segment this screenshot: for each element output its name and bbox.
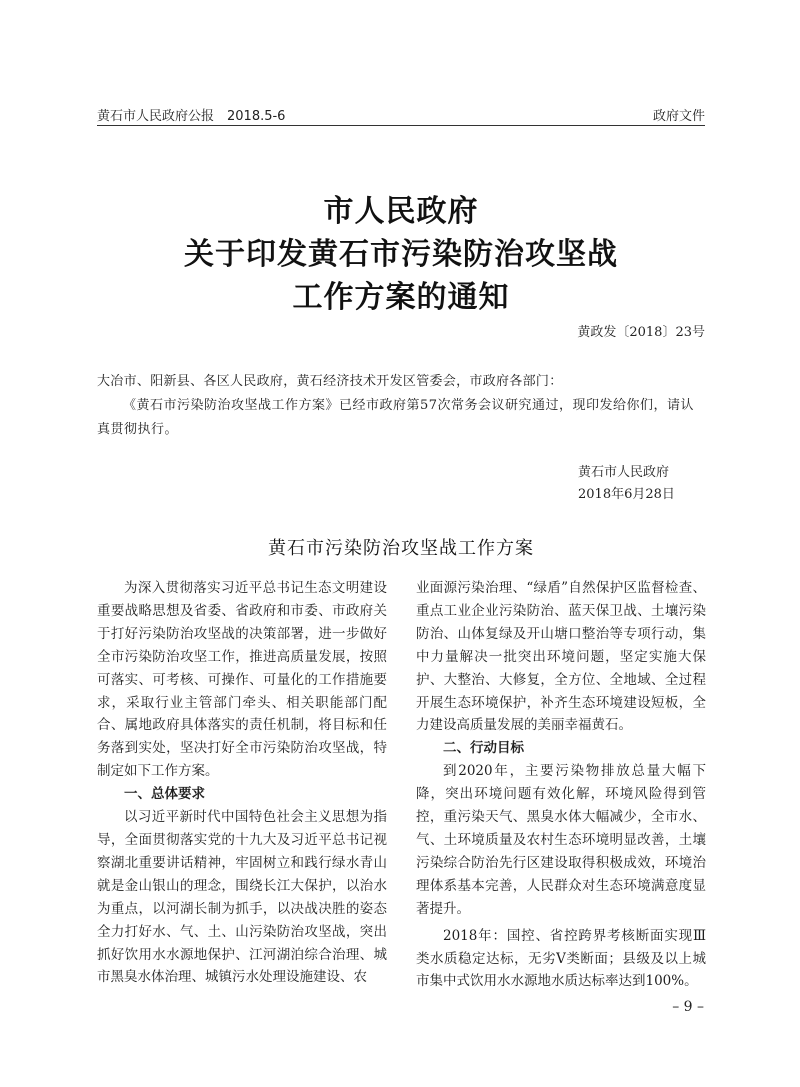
title-line-3: 工作方案的通知 (292, 280, 510, 315)
continuation-paragraph: 业面源污染治理、“绿盾”自然保护区监督检查、重点工业企业污染防治、蓝天保卫战、土壤污染防治、山体复绿及开山塘口整治等专项行动，集中力量解决一批突出环境问题，坚定实施大保护、大整治、大修复，全方位、全地域、全过程开展生态环境保护，补齐生态环境建设短板，全力建设高质量发展的美丽幸福黄石。 (416, 580, 706, 734)
notice-body: 《黄石市污染防治攻坚战工作方案》已经市政府第57次常务会议研究通过，现印发给你们，请认真贯彻执行。 (97, 398, 695, 437)
signature-org: 黄石市人民政府 (578, 465, 670, 480)
signature-date: 2018年6月28日 (578, 487, 675, 502)
intro-paragraph: 为深入贯彻落实习近平总书记生态文明建设重要战略思想及省委、省政府和市委、市政府关于打好污染防治攻坚战的决策部署，进一步做好全市污染防治攻坚工作，推进高质量发展，按照可落实、可考核、可操作、可量化的工作措施要求，采取行业主管部门牵头、相关职能部门配合、属地政府具体落实的责任机制，将目标和任务落到实处，坚决打好全市污染防治攻坚战，特制定如下工作方案。 (97, 580, 387, 780)
addressee: 大冶市、阳新县、各区人民政府，黄石经济技术开发区管委会，市政府各部门： (97, 374, 563, 389)
page-number: – 9 – (672, 999, 704, 1015)
goal-2018-paragraph: 2018年：国控、省控跨界考核断面实现Ⅲ类水质稳定达标，无劣Ⅴ类断面；县级及以上城市集中式饮用水水源地水质达标率达到100%。 (416, 927, 706, 990)
title-line-2: 关于印发黄石市污染防治攻坚战 (184, 237, 618, 272)
header-publication: 黄石市人民政府公报 2018.5-6 (97, 109, 286, 124)
document-title (97, 190, 705, 319)
title-line-1: 市人民政府 (323, 194, 479, 229)
section-heading-goals: 二、行动目标 (443, 740, 524, 757)
section-heading-general: 一、总体要求 (124, 786, 205, 803)
plan-title: 黄石市污染防治攻坚战工作方案 (268, 538, 534, 559)
left-column (97, 577, 387, 989)
document-number: 黄政发〔2018〕23号 (577, 325, 705, 340)
general-requirements-paragraph: 以习近平新时代中国特色社会主义思想为指导，全面贯彻落实党的十九大及习近平总书记视察湖北重要讲话精神，牢固树立和践行绿水青山就是金山银山的理念，围绕长江大保护，以治水为重点，以河湖长制为抓手，以决战决胜的姿态全力打好水、气、土、山污染防治攻坚战，突出抓好饮用水水源地保护、江河湖泊综合治理、城市黑臭水体治理、城镇污水处理设施建设、农 (97, 809, 387, 986)
goal-2020-paragraph: 到2020年，主要污染物排放总量大幅下降，突出环境问题有效化解，环境风险得到管控，重污染天气、黑臭水体大幅减少，全市水、气、土环境质量及农村生态环境明显改善，土壤污染综合防治先行区建设取得积极成效，环境治理体系基本完善，人民群众对生态环境满意度显著提升。 (416, 763, 706, 917)
header-section: 政府文件 (652, 109, 705, 124)
running-header (97, 103, 705, 126)
right-column (416, 577, 706, 993)
